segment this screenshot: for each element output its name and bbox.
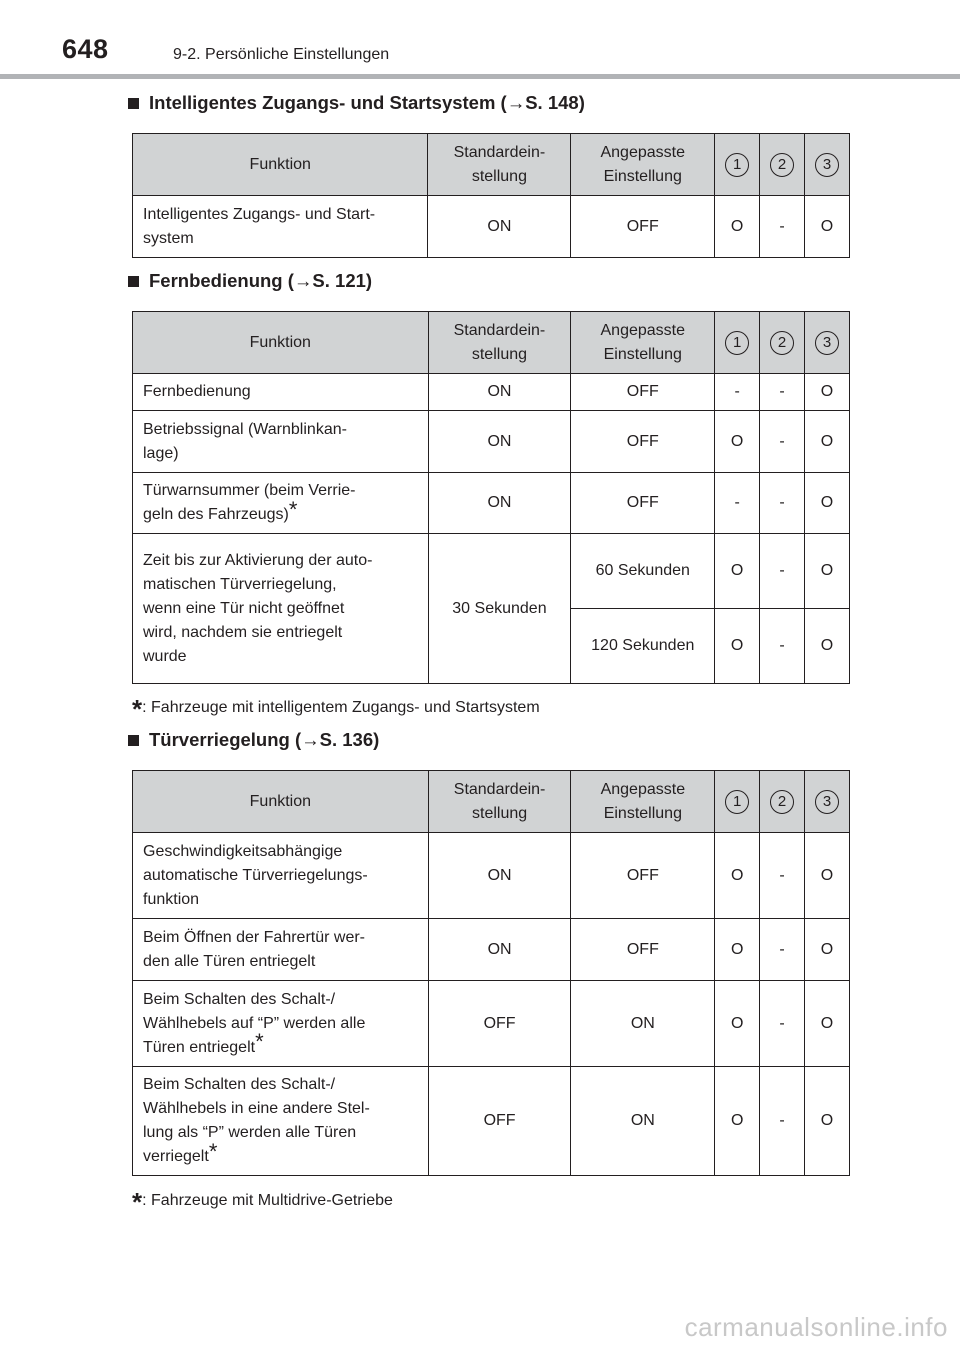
method-2-cell: - [760, 534, 805, 609]
col-header-custom: Angepasste Einstellung [571, 312, 715, 374]
function-cell: Fernbedienung [133, 374, 429, 411]
function-cell: Türwarnsummer (beim Verrie- geln des Fahrzeugs)* [133, 473, 429, 534]
function-cell: Beim Öffnen der Fahrertür wer- den alle Türen entriegelt [133, 919, 429, 981]
method-1-cell: O [715, 981, 760, 1067]
method-1-cell: O [715, 919, 760, 981]
method-3-cell: O [805, 833, 850, 919]
method-3-cell: O [805, 374, 850, 411]
table-row [133, 374, 850, 411]
col-header-3 [805, 312, 850, 374]
col-header-3 [805, 771, 850, 833]
settings-table-smart-key [132, 133, 850, 258]
circled-3-icon: 3 [815, 331, 839, 355]
circled-3-icon: 3 [815, 790, 839, 814]
col-header-1 [715, 134, 760, 196]
default-cell: ON [428, 196, 571, 258]
custom-cell: OFF [571, 919, 715, 981]
method-3-cell: O [805, 981, 850, 1067]
default-cell: ON [428, 374, 571, 411]
method-2-cell: - [760, 919, 805, 981]
method-1-cell: O [715, 1067, 760, 1176]
col-header-custom: Angepasste Einstellung [571, 134, 715, 196]
method-2-cell: - [760, 473, 805, 534]
custom-cell: ON [571, 981, 715, 1067]
method-1-cell: O [715, 411, 760, 473]
table-row [133, 196, 850, 258]
circled-3-icon: 3 [815, 153, 839, 177]
function-cell: Beim Schalten des Schalt-/ Wählhebels auf “P” werden alle Türen entriegelt* [133, 981, 429, 1067]
table-row [133, 919, 850, 981]
table-row [133, 534, 850, 609]
method-2-cell: - [760, 374, 805, 411]
method-1-cell: O [715, 196, 760, 258]
table-row [133, 473, 850, 534]
default-cell: ON [428, 473, 571, 534]
circled-2-icon: 2 [770, 790, 794, 814]
square-bullet-icon [128, 276, 139, 287]
col-header-3 [805, 134, 850, 196]
method-1-cell: O [715, 534, 760, 609]
table-header-row [133, 134, 850, 196]
method-2-cell: - [760, 196, 805, 258]
method-3-cell: O [805, 919, 850, 981]
method-3-cell: O [805, 534, 850, 609]
function-cell: Beim Schalten des Schalt-/ Wählhebels in eine andere Stel- lung als “P” werden alle Türen verriegelt* [133, 1067, 429, 1176]
footnote-star: * [288, 496, 298, 522]
default-cell: ON [428, 919, 571, 981]
settings-table-remote [132, 311, 850, 684]
table-header-row [133, 771, 850, 833]
col-header-2 [760, 134, 805, 196]
custom-cell: 120 Sekunden [571, 609, 715, 684]
section-heading-smart-key [128, 92, 585, 114]
page-number: 648 [62, 34, 109, 64]
col-header-custom: Angepasste Einstellung [571, 771, 715, 833]
method-3-cell: O [805, 609, 850, 684]
section-title: Intelligentes Zugangs- und Startsystem (→S. 148) [149, 92, 585, 113]
header-rule [0, 74, 960, 79]
method-2-cell: - [760, 833, 805, 919]
section-title: Fernbedienung (→S. 121) [149, 270, 373, 291]
table-row [133, 981, 850, 1067]
circled-1-icon: 1 [725, 331, 749, 355]
circled-2-icon: 2 [770, 153, 794, 177]
col-header-1 [715, 312, 760, 374]
square-bullet-icon [128, 98, 139, 109]
chapter-title: 9-2. Persönliche Einstellungen [173, 46, 390, 63]
col-header-function: Funktion [133, 312, 429, 374]
custom-cell: OFF [571, 374, 715, 411]
col-header-function: Funktion [133, 771, 429, 833]
method-1-cell: O [715, 833, 760, 919]
method-1-cell: O [715, 609, 760, 684]
footnote-star: * [208, 1138, 218, 1164]
function-cell: Geschwindigkeitsabhängige automatische Türverriegelungs- funktion [133, 833, 429, 919]
col-header-2 [760, 312, 805, 374]
default-cell: ON [428, 833, 571, 919]
page-header [0, 0, 960, 80]
method-3-cell: O [805, 196, 850, 258]
default-cell: OFF [428, 981, 571, 1067]
circled-1-icon: 1 [725, 153, 749, 177]
section-heading-door-lock [128, 729, 379, 751]
col-header-1 [715, 771, 760, 833]
custom-cell: OFF [571, 473, 715, 534]
table-row [133, 1067, 850, 1176]
circled-2-icon: 2 [770, 331, 794, 355]
section-heading-remote [128, 270, 372, 292]
square-bullet-icon [128, 735, 139, 746]
footnote-star: * [132, 1187, 143, 1217]
function-cell: Zeit bis zur Aktivierung der auto- matischen Türverriegelung, wenn eine Tür nicht geöffnet wird, nachdem sie entriegelt wurde [133, 534, 429, 684]
custom-cell: OFF [571, 196, 715, 258]
footnote-star: * [255, 1029, 264, 1055]
table-row [133, 833, 850, 919]
footnote: *: Fahrzeuge mit Multidrive-Getriebe [132, 1187, 393, 1217]
method-2-cell: - [760, 1067, 805, 1176]
default-cell: ON [428, 411, 571, 473]
default-cell: 30 Sekunden [428, 534, 571, 684]
col-header-default: Standardein- stellung [428, 134, 571, 196]
default-cell: OFF [428, 1067, 571, 1176]
method-2-cell: - [760, 411, 805, 473]
method-1-cell: - [715, 473, 760, 534]
table-row [133, 411, 850, 473]
custom-cell: ON [571, 1067, 715, 1176]
function-cell: Intelligentes Zugangs- und Start- system [133, 196, 428, 258]
col-header-function: Funktion [133, 134, 428, 196]
function-cell: Betriebssignal (Warnblinkan- lage) [133, 411, 429, 473]
col-header-default: Standardein- stellung [428, 771, 571, 833]
custom-cell: 60 Sekunden [571, 534, 715, 609]
table-header-row [133, 312, 850, 374]
watermark: carmanualsonline.info [684, 1312, 948, 1342]
section-title: Türverriegelung (→S. 136) [149, 729, 380, 750]
footnote-star: * [132, 694, 143, 724]
col-header-2 [760, 771, 805, 833]
custom-cell: OFF [571, 411, 715, 473]
method-2-cell: - [760, 609, 805, 684]
col-header-default: Standardein- stellung [428, 312, 571, 374]
footnote: *: Fahrzeuge mit intelligentem Zugangs- und Startsystem [132, 694, 540, 724]
settings-table-door-lock [132, 770, 850, 1176]
method-3-cell: O [805, 473, 850, 534]
custom-cell: OFF [571, 833, 715, 919]
method-1-cell: - [715, 374, 760, 411]
method-3-cell: O [805, 411, 850, 473]
method-2-cell: - [760, 981, 805, 1067]
circled-1-icon: 1 [725, 790, 749, 814]
method-3-cell: O [805, 1067, 850, 1176]
